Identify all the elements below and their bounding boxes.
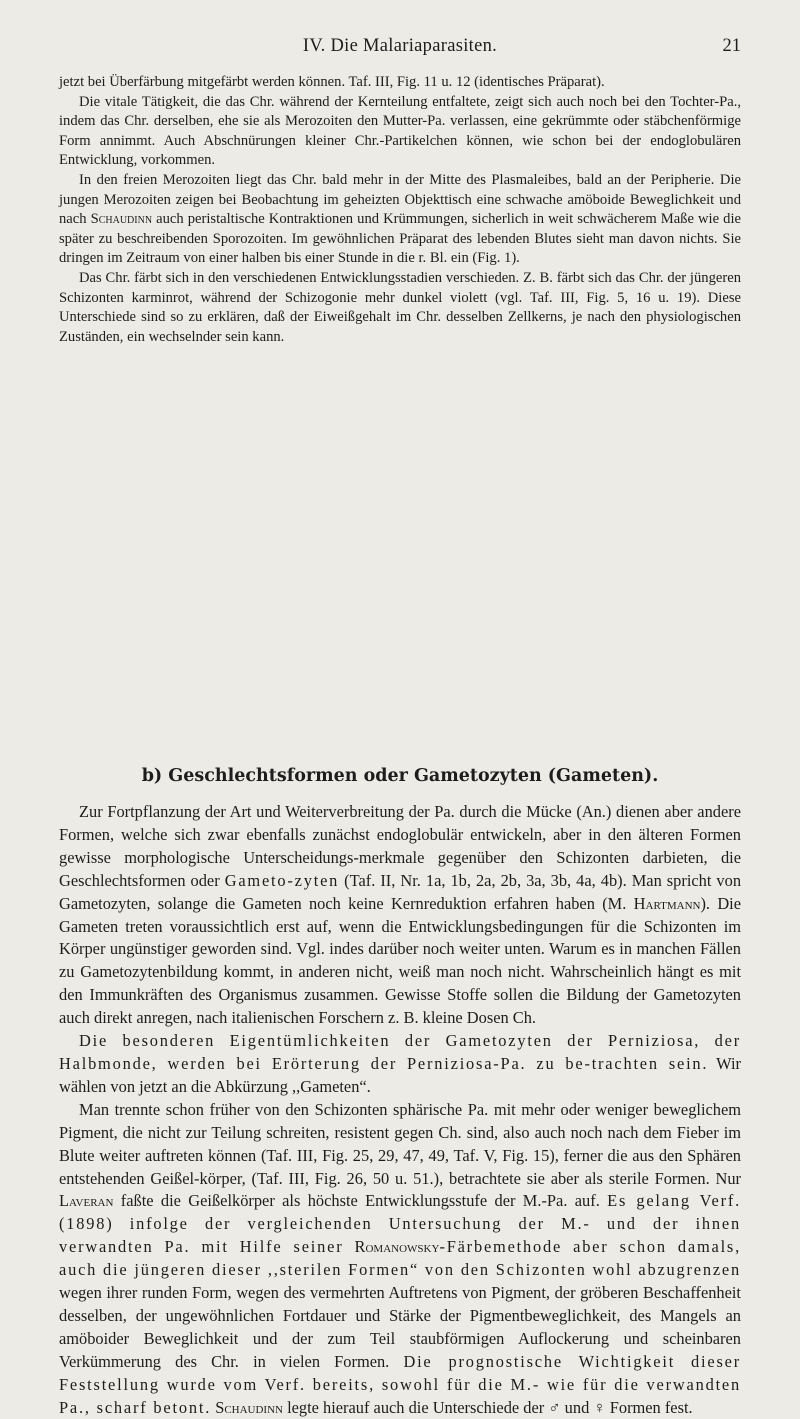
emphasis-prognostic: Die prognostische Wichtigkeit dieser Feststellung wurde vom Verf. bereits, sowohl für die M.- wie für die verwandten Pa., scharf betont.	[59, 1351, 741, 1417]
text-run: Zur Fortpflanzung der Art und Weiterverbreitung der Pa. durch die Mücke (An.) dienen aber andere Formen, welche sich zwar ebenfalls zunächst endoglobulär entwickeln, aber in den älteren Formen gewisse morphologische Unterscheidungs-merkmale gegenüber den Schizonten darbieten, die Geschlechtsformen oder	[59, 802, 741, 890]
author-schaudinn: Schaudinn	[215, 1397, 283, 1417]
paragraph-spherical-pa	[59, 1099, 741, 1419]
large-text-block	[59, 801, 741, 1419]
paragraph-staining: Das Chr. färbt sich in den verschiedenen Entwicklungsstadien verschieden. Z. B. färbt sich das Chr. der jüngeren Schizonten karminrot, während der Schizogonie mehr dunkel violett (vgl. Taf. III, Fig. 5, 16 u. 19). Diese Unterschiede sind so zu erklären, daß der Eiweißgehalt im Chr. desselben Zellkerns, je nach den physiologischen Zuständen, ein wechselnder sein kann.	[59, 269, 741, 345]
section-heading: b) Geschlechtsformen oder Gametozyten (Gameten).	[141, 766, 659, 786]
author-romanowsky: Romanowsky	[354, 1237, 440, 1257]
paragraph-free-merozoites: In den freien Merozoiten liegt das Chr. bald mehr in der Mitte des Plasmaleibes, bald an der Peripherie. Die jungen Merozoiten zeigen bei Beobachtung im geheizten Objekttisch eine schwache amöboide Beweglichkeit und nach Schaudinn auch peristaltische Kontraktionen und Krümmungen, sicherlich in weit schwächerem Maße wie die später zu beschreibenden Sporozoiten. Im gewöhnlichen Präparat des lebenden Blutes sieht man davon nichts. Sie dringen im Zeitraum von einer halben bis einer Stunde in die r. Bl. ein (Fig. 1).	[59, 171, 741, 267]
text-run: Wir wählen von jetzt an die Abkürzung ,,Gameten“.	[59, 1053, 741, 1096]
emphasis-gametozyten: Gameto-zyten	[224, 870, 340, 890]
text-run: (Taf. II, Nr. 1a, 1b, 2a, 2b, 3a, 3b, 4a, 4b). Man spricht von Gametozyten, solange die Gameten noch keine Kernreduktion erfahren haben (M.	[59, 870, 742, 913]
page-number: 21	[722, 36, 741, 56]
author-laveran: Laveran	[59, 1191, 114, 1211]
emphasis-faerbemethode: -Färbemethode aber schon damals, auch die jüngeren dieser ,,sterilen Formen“ von den Schizonten wohl abzugrenzen	[59, 1237, 742, 1280]
small-text-block	[59, 73, 741, 347]
paragraph-continuation: jetzt bei Überfärbung mitgefärbt werden können. Taf. III, Fig. 11 u. 12 (identisches Präparat).	[59, 74, 605, 90]
paragraph-vital-activity: Die vitale Tätigkeit, die das Chr. während der Kernteilung entfaltete, zeigt sich auch noch bei den Tochter-Pa., indem das Chr. derselben, ehe sie als Merozoiten den Mutter-Pa. verlassen, eine gekrümmte oder stäbchenförmige Form annimmt. Auch Abschnürungen kleiner Chr.-Partikelchen können, wie schon bei der endoglobulären Entwicklung, vorkommen.	[59, 93, 741, 169]
emphasis-perniziosa: Die besonderen Eigentümlichkeiten der Gametozyten der Perniziosa, der Halbmonde, werden bei Erörterung der Perniziosa-Pa. zu be-trachten sein.	[59, 1031, 741, 1073]
text-run: ). Die Gameten treten voraussichtlich erst auf, wenn die Entwicklungsbedingungen für die Schizonten im Körper ungünstiger geworden sind. Vgl. indes darüber noch weiter unten. Warum es in manchen Fällen zu Gametozytenbildung kommt, in anderen nicht, weiß man noch nicht. Wahrscheinlich hängt es mit den Immunkräften des Organismus zusammen. Gewisse Stoffe sollen die Bildung der Gametozyten auch direkt anregen, nach italienischen Forschern z. B. kleine Dosen Ch.	[59, 893, 742, 1028]
text-run: legte hierauf auch die Unterschiede der ♂ und ♀ Formen fest.	[282, 1397, 693, 1417]
paragraph-perniziosa	[59, 1030, 741, 1099]
emphasis-verf: Es gelang Verf. (1898) infolge der vergleichenden Untersuchung der M.- und der ihnen verwandten Pa. mit Hilfe seiner	[59, 1191, 741, 1257]
author-hartmann: Hartmann	[633, 893, 701, 913]
paragraph-reproduction	[59, 801, 741, 1030]
author-schaudinn-small: Schaudinn	[90, 211, 153, 228]
running-title: IV. Die Malariaparasiten.	[302, 36, 498, 56]
running-header	[0, 36, 800, 60]
text-run: wegen ihrer runden Form, wegen des vermehrten Auftretens von Pigment, der gröberen Beschaffenheit desselben, der ungewöhnlichen Fortdauer und Stärke der Pigmentbeweglichkeit, des Mangels an amöboider Beweglichkeit und der zum Teil staubförmigen Auflockerung und scheinbaren Verkümmerung des Chr. in vielen Formen.	[59, 1283, 741, 1371]
text-run: Man trennte schon früher von den Schizonten sphärische Pa. mit mehr oder weniger beweglichem Pigment, die nicht zur Teilung schreiten, resistent gegen Ch. sind, also auch noch nach dem Fieber im Blute weiter auftreten können (Taf. III, Fig. 25, 29, 47, 49, Taf. V, Fig. 15), ferner die aus den Sphären entstehenden Geißel-körper, (Taf. III, Fig. 26, 50 u. 51.), betrachtete sie aber als sterile Formen. Nur	[59, 1099, 741, 1188]
text-run: faßte die Geißelkörper als höchste Entwicklungsstufe der M.-Pa. auf.	[113, 1191, 608, 1211]
